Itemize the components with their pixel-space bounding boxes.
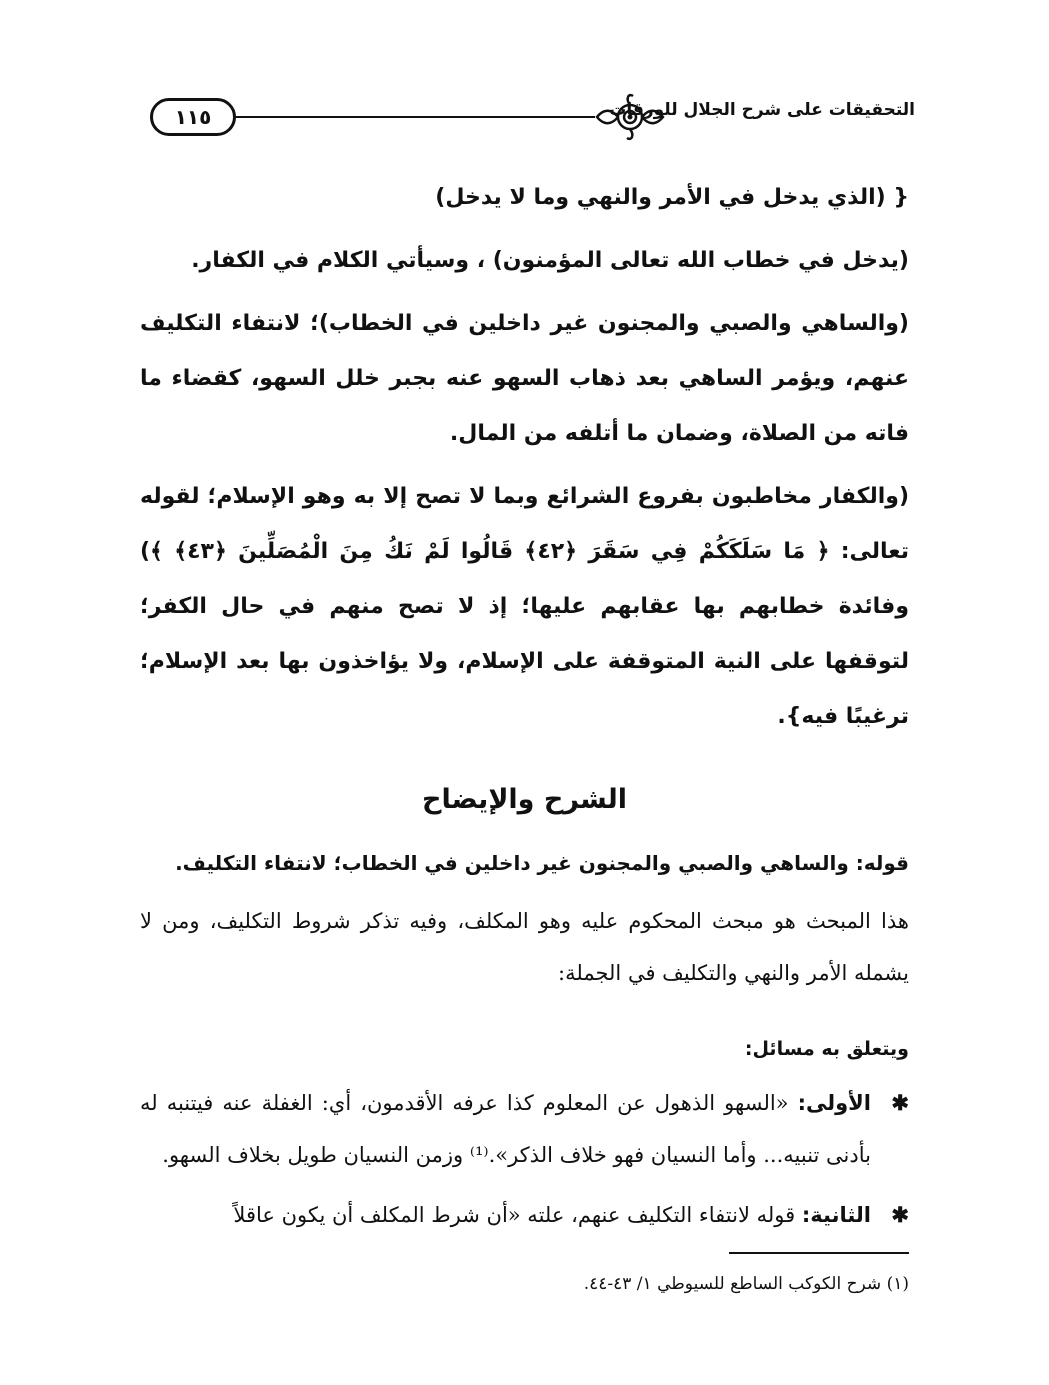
topic-line: قوله: والساهي والصبي والمجنون غير داخلين في الخطاب؛ لانتفاء التكليف. xyxy=(175,851,909,875)
page-header xyxy=(140,86,915,150)
matn-paragraph: (يدخل في خطاب الله تعالى المؤمنون) ، وسيأتي الكلام في الكفار. xyxy=(191,248,909,273)
item-lead: الأولى: xyxy=(797,1091,871,1115)
item-lead: الثانية: xyxy=(801,1203,871,1227)
header-rule xyxy=(236,116,595,118)
list-item xyxy=(140,1189,909,1241)
book-title: التحقيقات على شرح الجلال للورقات xyxy=(609,100,915,120)
matn-paragraph: (والكفار مخاطبون بفروع الشرائع وبما لا تصح إلا به وهو الإسلام؛ لقوله تعالى: ﴿ مَا سَلَكَكُمْ فِي سَقَرَ ﴿٤٢﴾ قَالُوا لَمْ نَكُ مِنَ الْمُصَلِّينَ ﴿٤٣﴾ ﴾) وفائدة خطابهم بها عقابهم عليها؛ إذ لا تصح منهم في حال الكفر؛ لتوقفها على النية المتوقفة على الإسلام، ولا يؤاخذون بها بعد الإسلام؛ ترغيبًا فيه}. xyxy=(140,484,909,729)
body-text xyxy=(140,170,909,1249)
item-text: «السهو الذهول عن المعلوم كذا عرفه الأقدمون، أي: الغفلة عنه فيتنبه له بأدنى تنبيه... وأما النسيان فهو خلاف الذكر».⁽¹⁾ وزمن النسيان طويل بخلاف السهو. xyxy=(140,1091,871,1167)
item-text: قوله لانتفاء التكليف عنهم، علته «أن شرط المكلف أن يكون عاقلاً xyxy=(233,1203,802,1227)
section-title: الشرح والإيضاح xyxy=(421,784,627,815)
matn-paragraph: (والساهي والصبي والمجنون غير داخلين في الخطاب)؛ لانتفاء التكليف عنهم، ويؤمر الساهي بعد ذهاب السهو عنه بجبر خلل السهو، كقضاء ما فاته من الصلاة، وضمان ما أتلفه من المال. xyxy=(140,311,909,446)
star-bullet-icon: ✱ xyxy=(891,1090,909,1115)
matn-paragraph: { (الذي يدخل في الأمر والنهي وما لا يدخل) xyxy=(435,185,909,210)
intro-paragraph: هذا المبحث هو مبحث المحكوم عليه وهو المكلف، وفيه تذكر شروط التكليف، ومن لا يشمله الأمر والنهي والتكليف في الجملة: xyxy=(140,909,909,985)
page-number: ١١٥ xyxy=(150,98,236,136)
star-bullet-icon: ✱ xyxy=(891,1202,909,1227)
footnote: (١) شرح الكوكب الساطع للسيوطي ١/ ٤٣-٤٤. xyxy=(583,1274,909,1294)
list-item xyxy=(140,1077,909,1181)
footnote-rule xyxy=(729,1252,909,1254)
subhead: ويتعلق به مسائل: xyxy=(744,1038,909,1060)
